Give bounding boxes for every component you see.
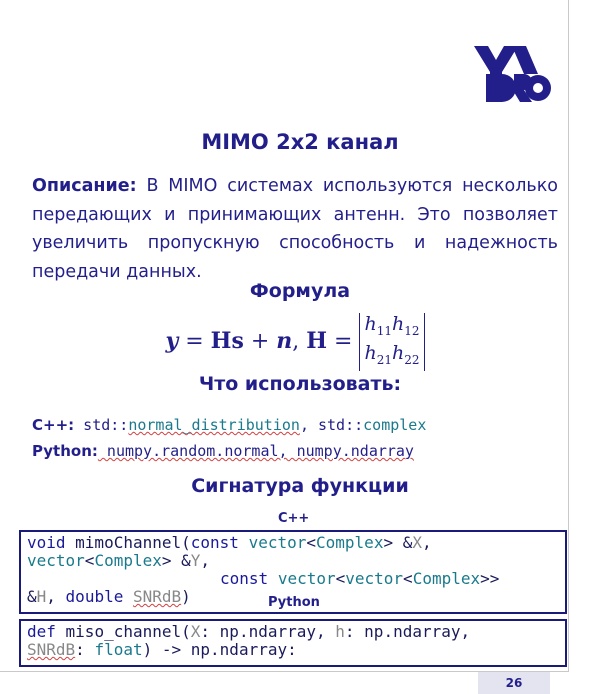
python-items: numpy.random.normal, numpy.ndarray bbox=[97, 442, 414, 460]
cpp-code-line-3: const vector<vector<Complex>> bbox=[220, 569, 500, 588]
cpp-code-line-4: &H, double SNRdB) bbox=[27, 587, 191, 606]
matrix-h22: $h_{22}$ bbox=[392, 341, 420, 367]
cpp-code-line-1: void mimoChannel(const vector<Complex> &X, bbox=[27, 533, 432, 552]
formula: y = Hs + n, $H = h_{11}h_{12}$ $h_{21}h_{22}$ bbox=[0, 313, 590, 371]
use-heading: Что использовать: bbox=[198, 373, 402, 395]
python-code-line-1: def miso_channel(X: np.ndarray, h: np.ndarray, bbox=[27, 622, 471, 641]
description-paragraph bbox=[32, 172, 558, 286]
python-code-block bbox=[19, 619, 567, 667]
description-label: Описание: bbox=[32, 176, 137, 196]
cpp-code-line-2: vector<Complex> &Y, bbox=[27, 551, 211, 570]
page-number: 26 bbox=[478, 672, 550, 694]
matrix-h21: $h_{21}$ bbox=[364, 341, 393, 367]
python-lang-label: Python bbox=[268, 595, 320, 610]
signature-heading: Сигнатура функции bbox=[191, 475, 409, 497]
cpp-usage-line: C++: std::normal_distribution, std::complex bbox=[32, 416, 427, 434]
cpp-complex: complex bbox=[363, 416, 427, 434]
yadro-logo bbox=[472, 44, 552, 104]
matrix-h12: $h_{12}$ bbox=[392, 313, 420, 338]
matrix-h11: $h_{11}$ bbox=[364, 313, 393, 338]
cpp-label: C++: bbox=[32, 416, 75, 434]
python-label: Python: bbox=[32, 442, 98, 460]
cpp-lang-label: C++ bbox=[278, 511, 310, 526]
cpp-normal-distribution: normal_distribution bbox=[128, 416, 300, 434]
slide-title: MIMO 2x2 канал bbox=[201, 130, 399, 154]
python-code-line-2: SNRdB: float) -> np.ndarray: bbox=[27, 640, 297, 659]
description-text: В MIMO системах используются несколько передающих и принимающих антенн. Это позволяет увеличить пропускную способность и надежность передачи данных. bbox=[32, 176, 558, 282]
python-usage-line bbox=[32, 442, 414, 460]
formula-heading: Формула bbox=[249, 280, 351, 302]
